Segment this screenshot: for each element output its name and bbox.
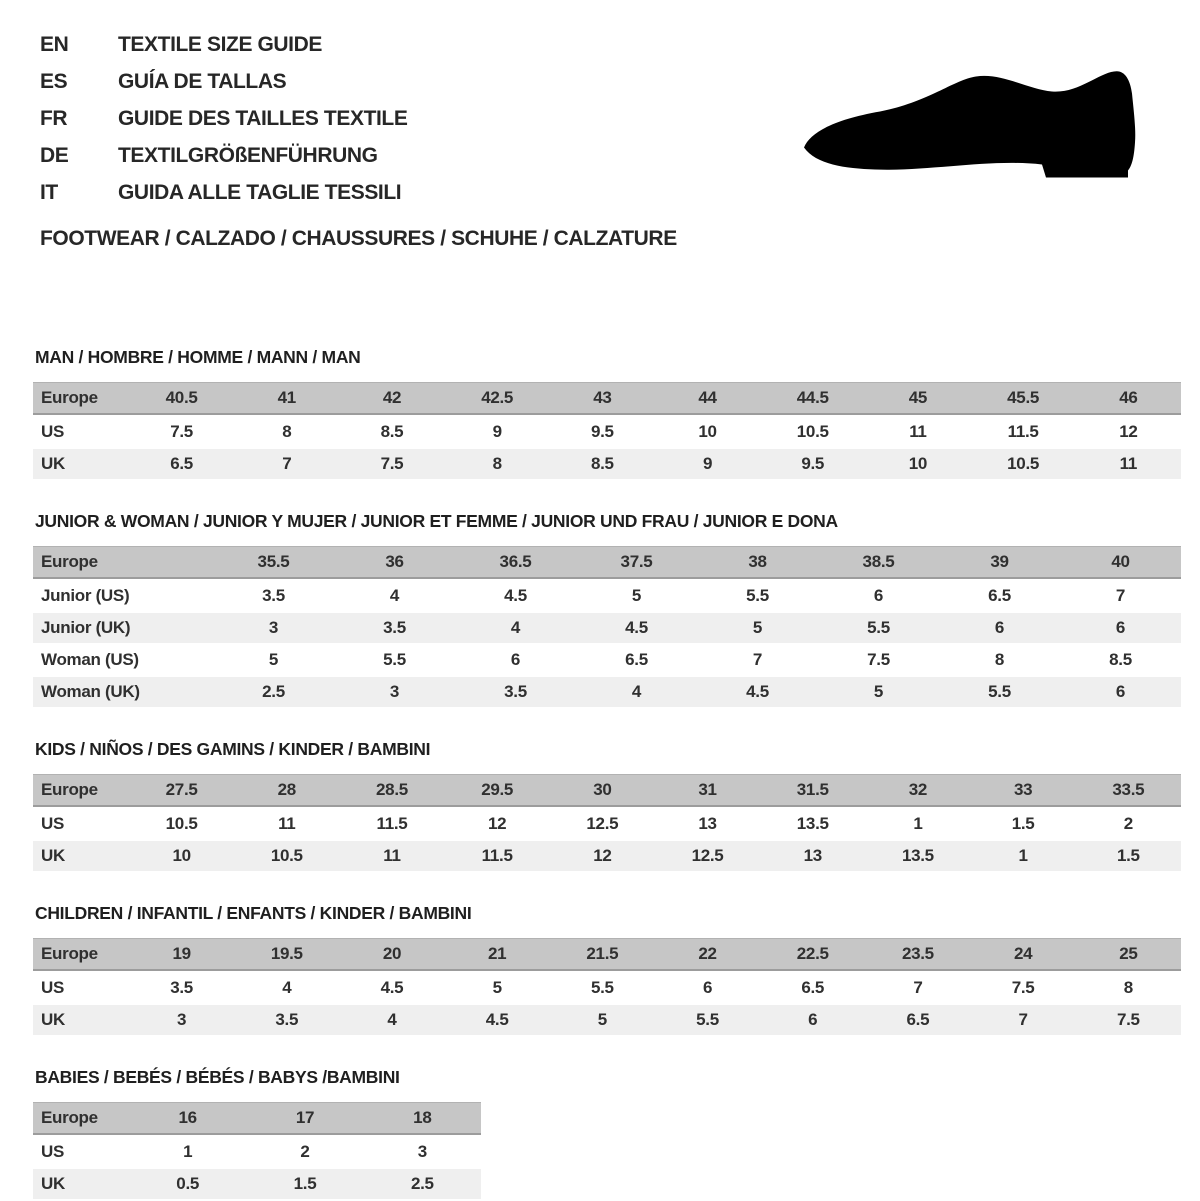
size-value-cell: 2	[246, 1137, 363, 1167]
size-value-cell: 33.5	[1076, 774, 1181, 807]
size-value-cell: 1.5	[971, 809, 1076, 839]
size-value-cell: 6.5	[939, 581, 1060, 611]
size-value-cell: 21.5	[550, 938, 655, 971]
size-value-cell: 8.5	[1060, 645, 1181, 675]
size-value-cell: 12	[445, 809, 550, 839]
size-value-cell: 31	[655, 774, 760, 807]
size-value-cell: 7.5	[129, 417, 234, 447]
size-value-cell: 5.5	[697, 581, 818, 611]
size-value-cell: 28.5	[339, 774, 444, 807]
size-value-cell: 5	[550, 1005, 655, 1035]
size-value-cell: 6.5	[129, 449, 234, 479]
size-value-cell: 22	[655, 938, 760, 971]
size-value-cell: 11.5	[339, 809, 444, 839]
language-title: GUÍA DE TALLAS	[118, 70, 287, 93]
table-row	[33, 774, 1181, 807]
language-code: IT	[40, 181, 58, 204]
table-row	[33, 382, 1181, 415]
table-row	[33, 613, 1181, 643]
size-value-cell: 23.5	[865, 938, 970, 971]
size-value-cell: 10.5	[129, 809, 234, 839]
size-value-cell: 4.5	[697, 677, 818, 707]
size-table-babies	[33, 1100, 481, 1201]
size-value-cell: 10.5	[234, 841, 339, 871]
row-label: Woman (US)	[33, 645, 213, 675]
size-value-cell: 4.5	[339, 973, 444, 1003]
size-value-cell: 46	[1076, 382, 1181, 415]
size-value-cell: 7	[971, 1005, 1076, 1035]
table-row	[33, 417, 1181, 447]
table-row	[33, 677, 1181, 707]
size-value-cell: 5.5	[550, 973, 655, 1003]
size-value-cell: 13	[760, 841, 865, 871]
size-value-cell: 6.5	[865, 1005, 970, 1035]
table-row	[33, 841, 1181, 871]
size-value-cell: 6	[655, 973, 760, 1003]
size-value-cell: 8	[1076, 973, 1181, 1003]
size-value-cell: 6	[939, 613, 1060, 643]
size-value-cell: 9	[655, 449, 760, 479]
size-value-cell: 7	[697, 645, 818, 675]
table-row	[33, 1005, 1181, 1035]
size-table-children	[33, 936, 1181, 1037]
row-label: Europe	[33, 774, 129, 807]
size-value-cell: 38.5	[818, 546, 939, 579]
size-value-cell: 0.5	[129, 1169, 246, 1199]
size-value-cell: 5	[213, 645, 334, 675]
size-value-cell: 11	[865, 417, 970, 447]
size-value-cell: 4.5	[445, 1005, 550, 1035]
size-value-cell: 41	[234, 382, 339, 415]
size-value-cell: 43	[550, 382, 655, 415]
language-title: GUIDE DES TAILLES TEXTILE	[118, 107, 408, 130]
size-value-cell: 7	[234, 449, 339, 479]
size-value-cell: 1	[971, 841, 1076, 871]
size-value-cell: 10	[655, 417, 760, 447]
language-code: FR	[40, 107, 68, 130]
size-value-cell: 4	[455, 613, 576, 643]
size-value-cell: 7	[865, 973, 970, 1003]
size-value-cell: 9	[445, 417, 550, 447]
size-value-cell: 42.5	[445, 382, 550, 415]
size-value-cell: 19.5	[234, 938, 339, 971]
row-label: UK	[33, 1169, 129, 1199]
size-value-cell: 8	[234, 417, 339, 447]
size-value-cell: 1	[129, 1137, 246, 1167]
size-value-cell: 8.5	[550, 449, 655, 479]
size-value-cell: 12	[550, 841, 655, 871]
size-value-cell: 13.5	[760, 809, 865, 839]
table-row	[33, 581, 1181, 611]
size-value-cell: 5.5	[655, 1005, 760, 1035]
size-value-cell: 4	[234, 973, 339, 1003]
size-value-cell: 44.5	[760, 382, 865, 415]
section-title-kids: KIDS / NIÑOS / DES GAMINS / KINDER / BAMBINI	[35, 739, 431, 759]
section-title-children: CHILDREN / INFANTIL / ENFANTS / KINDER / BAMBINI	[35, 903, 472, 923]
size-value-cell: 5.5	[818, 613, 939, 643]
size-value-cell: 40	[1060, 546, 1181, 579]
language-code: EN	[40, 33, 69, 56]
size-value-cell: 13.5	[865, 841, 970, 871]
size-value-cell: 21	[445, 938, 550, 971]
size-value-cell: 3	[334, 677, 455, 707]
size-value-cell: 33	[971, 774, 1076, 807]
row-label: Europe	[33, 546, 213, 579]
size-value-cell: 7.5	[971, 973, 1076, 1003]
size-value-cell: 12	[1076, 417, 1181, 447]
size-value-cell: 8	[445, 449, 550, 479]
size-value-cell: 4	[576, 677, 697, 707]
row-label: UK	[33, 1005, 129, 1035]
table-row	[33, 1169, 481, 1199]
row-label: Europe	[33, 938, 129, 971]
size-value-cell: 8	[939, 645, 1060, 675]
language-code: ES	[40, 70, 68, 93]
size-value-cell: 5	[445, 973, 550, 1003]
size-value-cell: 10.5	[971, 449, 1076, 479]
size-table-junior-woman	[33, 544, 1181, 709]
size-value-cell: 29.5	[445, 774, 550, 807]
row-label: US	[33, 417, 129, 447]
size-value-cell: 1.5	[1076, 841, 1181, 871]
size-value-cell: 16	[129, 1102, 246, 1135]
size-value-cell: 37.5	[576, 546, 697, 579]
size-value-cell: 38	[697, 546, 818, 579]
section-title-junior-woman: JUNIOR & WOMAN / JUNIOR Y MUJER / JUNIOR ET FEMME / JUNIOR UND FRAU / JUNIOR E DONA	[35, 511, 838, 531]
size-value-cell: 4.5	[455, 581, 576, 611]
size-value-cell: 25	[1076, 938, 1181, 971]
size-value-cell: 8.5	[339, 417, 444, 447]
row-label: Woman (UK)	[33, 677, 213, 707]
language-title: TEXTILGRÖßENFÜHRUNG	[118, 144, 378, 167]
language-title: GUIDA ALLE TAGLIE TESSILI	[118, 181, 402, 204]
size-value-cell: 12.5	[655, 841, 760, 871]
row-label: UK	[33, 449, 129, 479]
size-value-cell: 9.5	[760, 449, 865, 479]
size-value-cell: 9.5	[550, 417, 655, 447]
size-value-cell: 40.5	[129, 382, 234, 415]
size-value-cell: 4.5	[576, 613, 697, 643]
size-value-cell: 6	[760, 1005, 865, 1035]
size-value-cell: 6.5	[760, 973, 865, 1003]
size-value-cell: 10.5	[760, 417, 865, 447]
table-row	[33, 809, 1181, 839]
category-heading: FOOTWEAR / CALZADO / CHAUSSURES / SCHUHE / CALZATURE	[40, 227, 677, 250]
size-value-cell: 5.5	[939, 677, 1060, 707]
language-title: TEXTILE SIZE GUIDE	[118, 33, 322, 56]
row-label: Europe	[33, 1102, 129, 1135]
size-value-cell: 7.5	[339, 449, 444, 479]
size-value-cell: 10	[865, 449, 970, 479]
size-value-cell: 32	[865, 774, 970, 807]
row-label: Europe	[33, 382, 129, 415]
size-table-man	[33, 380, 1181, 481]
size-value-cell: 11.5	[971, 417, 1076, 447]
row-label: US	[33, 973, 129, 1003]
size-value-cell: 35.5	[213, 546, 334, 579]
size-value-cell: 1.5	[246, 1169, 363, 1199]
size-value-cell: 31.5	[760, 774, 865, 807]
size-value-cell: 3	[129, 1005, 234, 1035]
size-value-cell: 3	[364, 1137, 481, 1167]
size-value-cell: 4	[339, 1005, 444, 1035]
size-value-cell: 5	[818, 677, 939, 707]
size-value-cell: 11.5	[445, 841, 550, 871]
size-value-cell: 7.5	[1076, 1005, 1181, 1035]
table-row	[33, 546, 1181, 579]
table-row	[33, 645, 1181, 675]
size-value-cell: 11	[1076, 449, 1181, 479]
size-value-cell: 36	[334, 546, 455, 579]
size-value-cell: 4	[334, 581, 455, 611]
row-label: Junior (US)	[33, 581, 213, 611]
row-label: US	[33, 1137, 129, 1167]
size-value-cell: 3.5	[213, 581, 334, 611]
size-value-cell: 3	[213, 613, 334, 643]
row-label: US	[33, 809, 129, 839]
size-value-cell: 10	[129, 841, 234, 871]
size-value-cell: 12.5	[550, 809, 655, 839]
language-line-en	[40, 26, 1200, 63]
size-value-cell: 7	[1060, 581, 1181, 611]
language-code: DE	[40, 144, 69, 167]
size-value-cell: 39	[939, 546, 1060, 579]
size-value-cell: 36.5	[455, 546, 576, 579]
table-row	[33, 1137, 481, 1167]
size-value-cell: 11	[234, 809, 339, 839]
size-value-cell: 3.5	[234, 1005, 339, 1035]
size-value-cell: 5	[697, 613, 818, 643]
size-value-cell: 20	[339, 938, 444, 971]
size-value-cell: 24	[971, 938, 1076, 971]
size-value-cell: 6	[455, 645, 576, 675]
table-row	[33, 449, 1181, 479]
size-value-cell: 19	[129, 938, 234, 971]
dress-shoe-icon	[800, 68, 1140, 186]
size-value-cell: 17	[246, 1102, 363, 1135]
size-value-cell: 2.5	[213, 677, 334, 707]
size-value-cell: 45	[865, 382, 970, 415]
table-row	[33, 938, 1181, 971]
size-value-cell: 2.5	[364, 1169, 481, 1199]
row-label: UK	[33, 841, 129, 871]
size-value-cell: 13	[655, 809, 760, 839]
size-value-cell: 6	[1060, 677, 1181, 707]
table-row	[33, 1102, 481, 1135]
section-title-babies: BABIES / BEBÉS / BÉBÉS / BABYS /BAMBINI	[35, 1067, 400, 1087]
size-value-cell: 3.5	[129, 973, 234, 1003]
size-value-cell: 7.5	[818, 645, 939, 675]
table-row	[33, 973, 1181, 1003]
size-value-cell: 5	[576, 581, 697, 611]
size-value-cell: 6	[1060, 613, 1181, 643]
section-title-man: MAN / HOMBRE / HOMME / MANN / MAN	[35, 347, 361, 367]
size-value-cell: 11	[339, 841, 444, 871]
size-value-cell: 44	[655, 382, 760, 415]
size-value-cell: 42	[339, 382, 444, 415]
row-label: Junior (UK)	[33, 613, 213, 643]
size-value-cell: 6	[818, 581, 939, 611]
size-value-cell: 27.5	[129, 774, 234, 807]
size-value-cell: 1	[865, 809, 970, 839]
size-value-cell: 3.5	[455, 677, 576, 707]
size-value-cell: 5.5	[334, 645, 455, 675]
size-tables	[33, 347, 1200, 1201]
size-value-cell: 30	[550, 774, 655, 807]
size-value-cell: 28	[234, 774, 339, 807]
size-table-kids	[33, 772, 1181, 873]
size-value-cell: 6.5	[576, 645, 697, 675]
size-value-cell: 18	[364, 1102, 481, 1135]
size-value-cell: 3.5	[334, 613, 455, 643]
size-value-cell: 2	[1076, 809, 1181, 839]
size-value-cell: 45.5	[971, 382, 1076, 415]
size-value-cell: 22.5	[760, 938, 865, 971]
